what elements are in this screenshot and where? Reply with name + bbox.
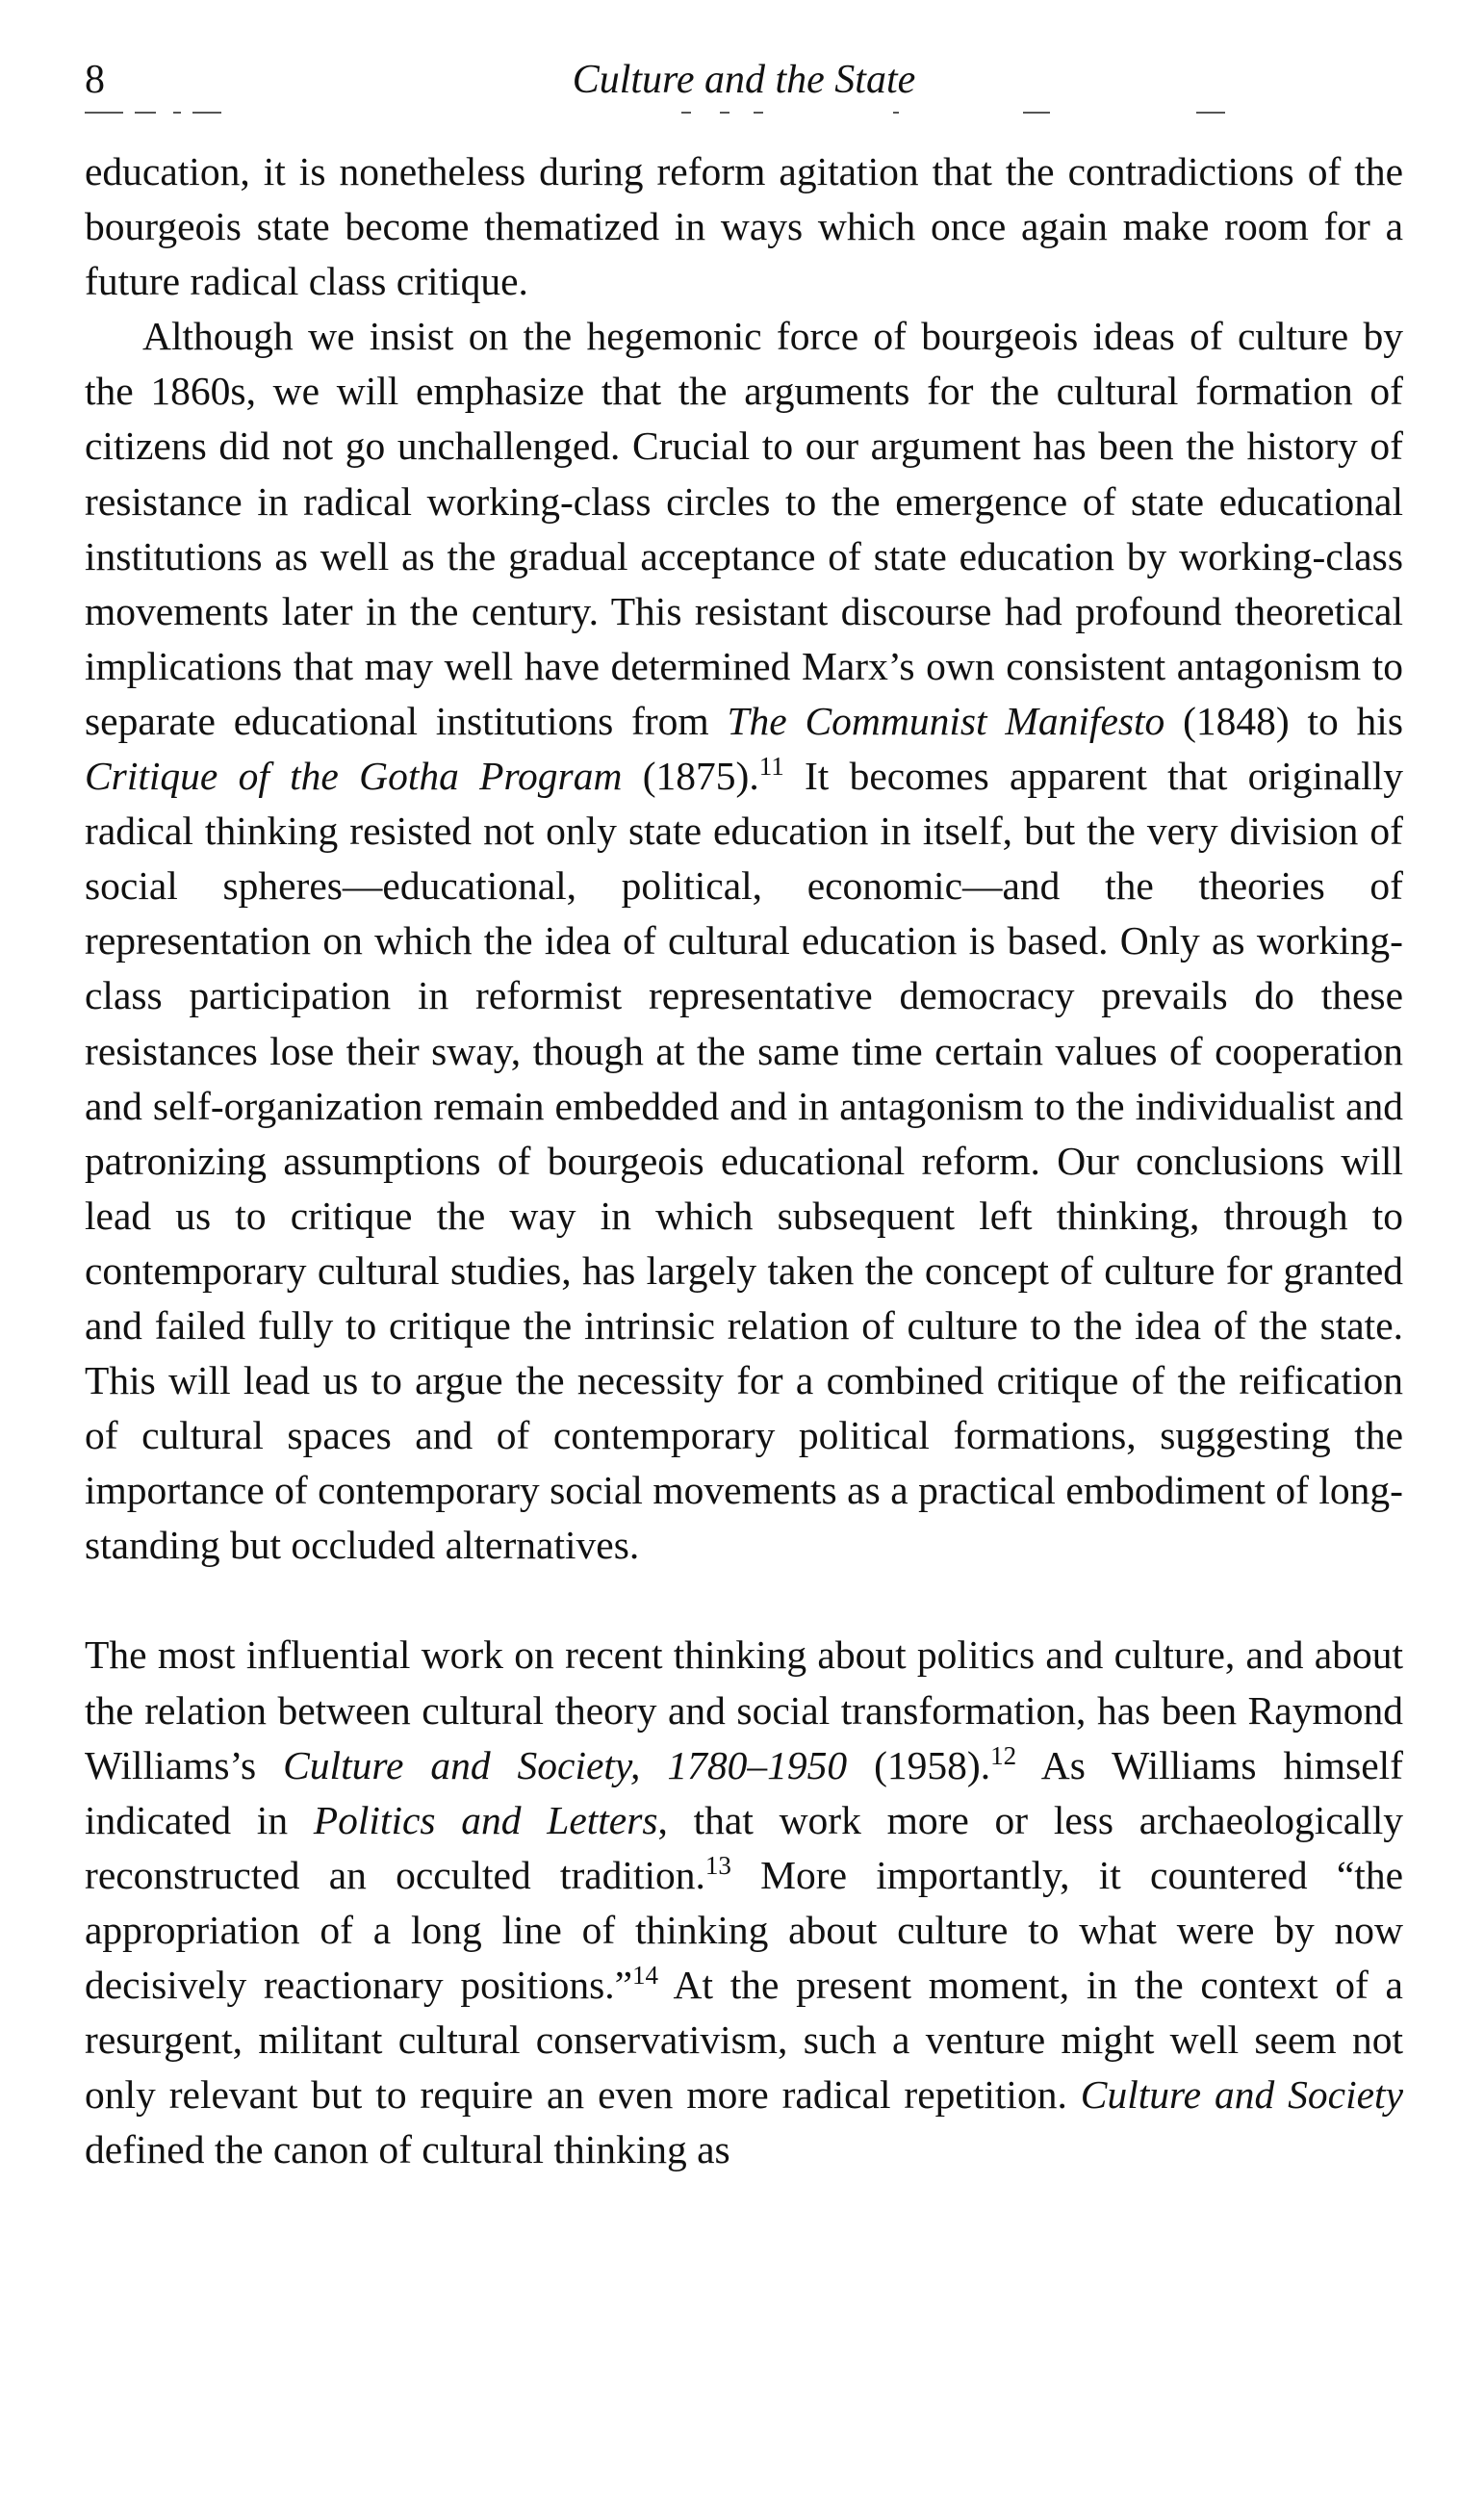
italic-title: Culture and Society, 1780–1950: [283, 1742, 848, 1787]
text-run: More importantly, it countered “the appropriation of a long line of thinking about culture to what were by now decisively reactionary positions.”: [85, 1852, 1403, 2007]
text-run: At the present moment, in the context of a resurgent, militant cultural conservativism, such a venture might well seem not only relevant but to require an even more radical repetition.: [85, 1963, 1403, 2118]
page-number: 8: [85, 58, 105, 102]
text-run: education, it is nonetheless during reform agitation that the contradictions of the bourgeois state become thematized in ways which once again make room for a future radical class critique.: [85, 149, 1403, 304]
header-rule-fragment: [681, 112, 691, 114]
header-rule-fragment: [173, 112, 181, 114]
text-run: (1958).: [847, 1742, 991, 1787]
paragraph-williams-culture-and-society: [85, 1628, 1403, 2177]
italic-title: The Communist Manifesto: [727, 698, 1165, 743]
header-rule-fragment: [754, 112, 763, 114]
footnote-reference: 11: [758, 752, 784, 782]
text-run: The most influential work on recent thinking about politics and culture, and about the relation between cultural theory and social transformation, has been Raymond Williams’s: [85, 1632, 1403, 1787]
text-run: As Williams himself indicated in: [85, 1742, 1403, 1842]
text-run: , that work more or less archaeologically reconstructed an occulted tradition.: [85, 1797, 1403, 1897]
text-run: defined the canon of cultural thinking as: [85, 2127, 730, 2172]
footnote-reference: 14: [632, 1961, 659, 1991]
running-title: Culture and the State: [572, 58, 916, 102]
italic-title: Critique of the Gotha Program: [85, 754, 623, 799]
header-rule-fragment: [135, 112, 156, 114]
paragraph-continuation: [85, 144, 1403, 309]
footnote-reference: 13: [704, 1850, 731, 1880]
text-run: Although we insist on the hegemonic force of bourgeois ideas of culture by the 1860s, we will emphasize that the arguments for the cultural formation of citizens did not go unchallenged. Crucial to our argument has been the history of resistance in radical working-class circles to the emergence of state educational institutions as well as the gradual acceptance of state education by working-class movements later in the century. This resistant discourse had profound theoretical implications that may well have determined Marx’s own consistent antagonism to separate educational institutions from: [85, 314, 1403, 743]
header-rule-fragment: [1196, 112, 1225, 114]
body-text: [85, 144, 1403, 2177]
header-rule-fragment: [1023, 112, 1050, 114]
running-head: [85, 46, 1403, 114]
italic-title: Culture and Society: [1080, 2072, 1403, 2118]
text-run: (1848) to his: [1164, 698, 1403, 743]
header-rule-fragment: [85, 112, 123, 114]
header-rule-fragment: [720, 112, 729, 114]
italic-title: Politics and Letters: [313, 1797, 658, 1842]
text-run: (1875).: [622, 754, 759, 799]
header-rule-fragment: [192, 112, 221, 114]
paragraph-research-argument: [85, 309, 1403, 1573]
text-run: It becomes apparent that originally radical thinking resisted not only state education in itself, but the very division of social spheres—educational, political, economic—and the theories of representation on which the idea of cultural education is based. Only as working-class participation in reformist representative democracy prevails do these resistances lose their sway, though at the same time certain values of cooperation and self-organization remain embedded and in antagonism to the individualist and patronizing assumptions of bourgeois educational reform. Our conclusions will lead us to critique the way in which subsequent left thinking, through to contemporary cultural studies, has largely taken the concept of culture for granted and failed fully to critique the intrinsic relation of culture to the idea of the state. This will lead us to argue the necessity for a combined critique of the reification of cultural spaces and of contemporary political formations, suggesting the importance of contemporary social movements as a practical embodiment of long-standing but occluded alternatives.: [85, 754, 1403, 1568]
header-rule-fragment: [893, 112, 899, 114]
footnote-reference: 12: [990, 1740, 1017, 1770]
